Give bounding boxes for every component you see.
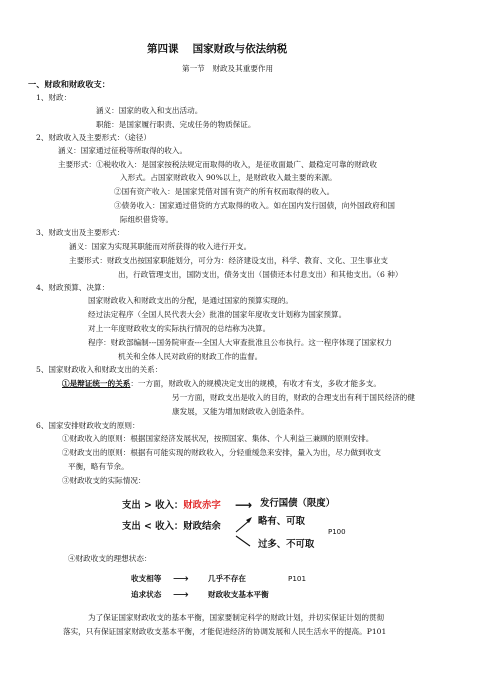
diagram2-row1-left: 收支相等 xyxy=(131,574,162,583)
item-4-line-4a: 程序：财政部编制---国务院审查---全国人大审查批准且公布执行。这一程序体现了国家权力 xyxy=(88,338,392,347)
item-5-line-1-tail: ：一方面，财政收入的规模决定支出的规模，有收才有支，多收才能多支。 xyxy=(130,379,381,388)
item-1-definition: 涵义：国家的收入和支出活动。 xyxy=(96,106,203,115)
dialectical-unity-term: ①是辩证统一的关系 xyxy=(62,379,131,388)
diagram1-row1-arrow: ⟶ xyxy=(235,498,253,512)
diagram2-row1-ref: P101 xyxy=(288,574,307,583)
item-2: 2、财政收入及主要形式：（途径） xyxy=(36,133,151,142)
item-1-function: 职能：是国家履行职责、完成任务的物质保证。 xyxy=(96,120,256,129)
item-2-form-3b: 际组织借贷等。 xyxy=(120,215,174,224)
item-4: 4、财政预算、决算： xyxy=(36,283,110,292)
diagram1-branch-arrows xyxy=(234,512,258,548)
item-1: 1、财政： xyxy=(36,93,72,102)
diagram1-page-ref: P100 xyxy=(328,528,346,536)
item-3-definition: 涵义：国家为实现其职能而对所获得的收入进行开支。 xyxy=(69,242,252,251)
item-6-line-2a: ②财政支出的原则：根据有可能实现的财政收入，分轻重缓急来安排，量入为出，尽力做到收支 xyxy=(62,448,381,457)
item-5: 5、国家财政收入和财政支出的关系： xyxy=(36,365,163,374)
item-2-form-2: ②国有资产收入：是国家凭借对国有资产的所有权而取得的收入。 xyxy=(114,187,335,196)
item-4-line-2: 经过法定程序（全国人民代表大会）批准的国家年度收支计划称为国家预算。 xyxy=(88,310,347,319)
fiscal-surplus-label: 财政结余 xyxy=(183,521,221,532)
fiscal-deficit-label: 财政赤字 xyxy=(183,500,221,511)
item-4-line-4b: 机关和全体人民对政府的财政工作的监督。 xyxy=(118,352,263,361)
diagram1-row1 xyxy=(122,501,221,510)
diagram1-row1-prefix: 支出 > 收入： xyxy=(122,500,184,511)
section-subtitle: 第一节 财政及其重要作用 xyxy=(182,64,274,73)
diagram2-row1-right: 几乎不存在 xyxy=(208,574,246,583)
item-2-form-1a: 主要形式：①税收收入：是国家按税法规定而取得的收入，是征收面最广、最稳定可靠的财政收 xyxy=(58,160,377,169)
diagram2-row2-right: 财政收支基本平衡 xyxy=(208,590,269,599)
item-3-forms-a: 主要形式：财政支出按国家职能划分，可分为：经济建设支出，科学、教育、文化、卫生事业支 xyxy=(69,256,388,265)
item-4-line-3: 对上一年度财政收支的实际执行情况的总结称为决算。 xyxy=(88,324,271,333)
item-2-definition: 涵义：国家通过征税等所取得的收入。 xyxy=(58,146,188,155)
item-5-line-2: 另一方面，财政支出是收入的目的，财政的合理支出有利于国民经济的健 xyxy=(172,393,415,402)
item-6: 6、国家安排财政收支的原则： xyxy=(36,421,140,430)
diagram1-down-branch: 过多、不可取 xyxy=(258,539,315,550)
page-title: 第四课 国家财政与依法纳税 xyxy=(147,43,288,55)
item-6-line-1: ①财政收入的原则：根据国家经济发展状况，按照国家、集体、个人利益三兼顾的原则安排。 xyxy=(62,434,374,443)
diagram1-row1-result: 发行国债（限度） xyxy=(260,498,336,509)
item-6-line-3: ③财政收支的实际情况： xyxy=(62,476,146,485)
item-5-line-3: 康发展，又能为增加财政收入创造条件。 xyxy=(172,407,309,416)
item-4-line-1: 国家财政收入和财政支出的分配，是通过国家的预算实现的。 xyxy=(88,296,294,305)
item-6-line-2b: 平衡，略有节余。 xyxy=(68,462,129,471)
diagram1-row2 xyxy=(122,522,221,531)
diagram1-row2-prefix: 支出 < 收入： xyxy=(122,521,184,532)
item-6-line-4: ④财政收支的理想状态： xyxy=(68,554,152,563)
item-3-forms-b: 出，行政管理支出，国防支出，债务支出（国债还本付息支出）和其他支出。（6 种） xyxy=(118,270,403,279)
item-3: 3、财政支出及主要形式： xyxy=(36,228,125,237)
diagram2-row2-arrow: ⟶ xyxy=(173,588,189,601)
item-2-form-3a: ③债务收入：国家通过借贷的方式取得的收入。如在国内发行国债，向外国政府和国 xyxy=(114,201,395,210)
item-2-form-1b: 入形式。占国家财政收入 90%以上，是财政收入最主要的来源。 xyxy=(120,173,337,182)
diagram2-row2-left: 追求状态 xyxy=(131,590,162,599)
item-5-line-1 xyxy=(62,380,381,388)
final-paragraph-line-2: 落实，只有保证国家财政收支基本平衡，才能促进经济的协调发展和人民生活水平的提高。P101 xyxy=(63,627,387,636)
heading-financial-income-expenditure: 一、财政和财政收支： xyxy=(28,79,110,89)
final-paragraph-line-1: 为了保证国家财政收支的基本平衡，国家要制定科学的财政计划，并切实保证计划的贯彻 xyxy=(88,613,385,622)
diagram1-up-branch: 略有、可取 xyxy=(258,516,305,527)
diagram2-row1-arrow: ⟶ xyxy=(173,572,189,585)
